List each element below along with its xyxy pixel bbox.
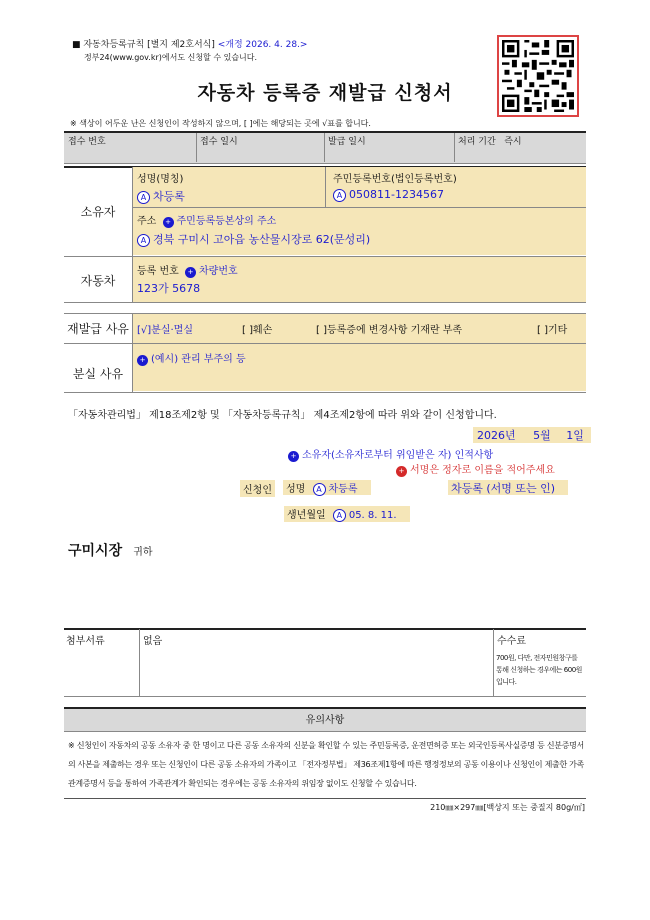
applicant-signature[interactable]: 차등록 (서명 또는 인) (448, 480, 568, 495)
loss-section-label: 분실 사유 (72, 367, 124, 381)
example-icon: A (333, 509, 346, 522)
warning-circle-icon: + (396, 466, 407, 477)
revision-note: <개정 2026. 4. 28.> (217, 40, 308, 50)
vehicle-reg-value: 123가 5678 (137, 282, 201, 295)
fee-value: 700원, 다만, 전자민원창구를 통해 신청하는 경우에는 600원입니다. (496, 654, 582, 686)
rule-reference: ■ 자동차등록규칙 [별지 제2호서식] <개정 2026. 4. 28.> (72, 40, 308, 50)
vehicle-section-label: 자동차 (80, 274, 116, 288)
page-title: 자동차 등록증 재발급 신청서 (197, 82, 453, 104)
attachments-value: 없음 (143, 636, 163, 647)
example-icon: A (137, 234, 150, 247)
reason-option-other[interactable]: [ ]기타 (537, 325, 568, 336)
plus-circle-icon: + (137, 355, 148, 366)
example-icon: A (137, 191, 150, 204)
processing-period: 처리 기간 즉시 (458, 137, 522, 147)
signature-hint: + 서명은 정자로 이름을 적어주세요 (396, 461, 555, 477)
receipt-date-label: 접수 일시 (200, 137, 238, 147)
instructions: ※ 색상이 어두운 난은 신청인이 작성하지 않으며, [ ]에는 해당되는 곳에 √표를 합니다. (70, 119, 371, 128)
paper-size: 210㎜×297㎜[백상지 또는 중질지 80g/㎡] (430, 803, 585, 812)
owner-address-value: A 경북 구미시 고아읍 농산물시장로 62(문성리) (137, 231, 370, 247)
recipient: 구미시장 귀하 (68, 543, 153, 559)
notice-title: 유의사항 (305, 715, 345, 726)
applicant-dob-field[interactable]: 생년월일 A 05. 8. 11. (284, 506, 410, 522)
applicant-hint: + 소유자(소유자로부터 위임받은 자) 인적사항 (288, 446, 493, 462)
online-note: 정부24(www.gov.kr)에서도 신청할 수 있습니다. (84, 53, 258, 62)
applicant-label: 신청인 (240, 480, 275, 497)
plus-circle-icon: + (185, 267, 196, 278)
declaration-statement: 「자동차관리법」 제18조제2항 및 「자동차등록규칙」 제4조제2항에 따라 위와 같이 신청합니다. (68, 410, 497, 421)
plus-circle-icon: + (288, 451, 299, 462)
attachments-label: 첨부서류 (66, 636, 105, 647)
reason-section-label: 재발급 사유 (67, 322, 129, 336)
vehicle-reg-label: 등록 번호 + 차량번호 (137, 266, 238, 277)
owner-name-value: A 차등록 (137, 188, 185, 204)
loss-reason-value: + (예시) 관리 부주의 등 (137, 350, 246, 366)
notice-body: ※ 신청인이 자동차의 공동 소유자 중 한 명이고 다른 공동 소유자의 신분을 확인할 수 있는 주민등록증, 운전면허증 또는 외국인등록사실증명 등 신분증명서의 사본을 제출하는 경우 또는 신청인이 다른 공동 소유자의 가족이고 「전자정부법」 제36조제1항에 따른 행정정보의 공동 이용이나 신청인이 제출한 가족관계증명서 등을 통하여 가족관계가 확인되는 경우에는 공동 소유자의 위임장 없이도 신청할 수 있습니다. (68, 741, 584, 788)
plus-circle-icon: + (163, 217, 174, 228)
reason-option-insufficient[interactable]: [ ]등록증에 변경사항 기재란 부족 (316, 325, 463, 336)
application-date[interactable]: 2026년 5월 1일 (473, 427, 591, 443)
owner-id-label: 주민등록번호(법인등록번호) (333, 174, 457, 185)
owner-address-label: 주소 + 주민등록등본상의 주소 (137, 216, 277, 227)
reason-option-lost[interactable]: [√]분실·멸실 (137, 325, 193, 336)
applicant-name-field[interactable]: 성명 A 차등록 (283, 480, 371, 495)
fee-label: 수수료 (497, 636, 526, 647)
owner-id-value: A 050811-1234567 (333, 188, 444, 202)
receipt-no-label: 접수 번호 (68, 137, 106, 147)
owner-name-label: 성명(명칭) (137, 174, 184, 185)
example-icon: A (333, 189, 346, 202)
owner-section-label: 소유자 (80, 205, 116, 219)
example-icon: A (313, 483, 326, 496)
reason-option-damaged[interactable]: [ ]훼손 (242, 325, 273, 336)
issue-date-label: 발급 일시 (328, 137, 366, 147)
